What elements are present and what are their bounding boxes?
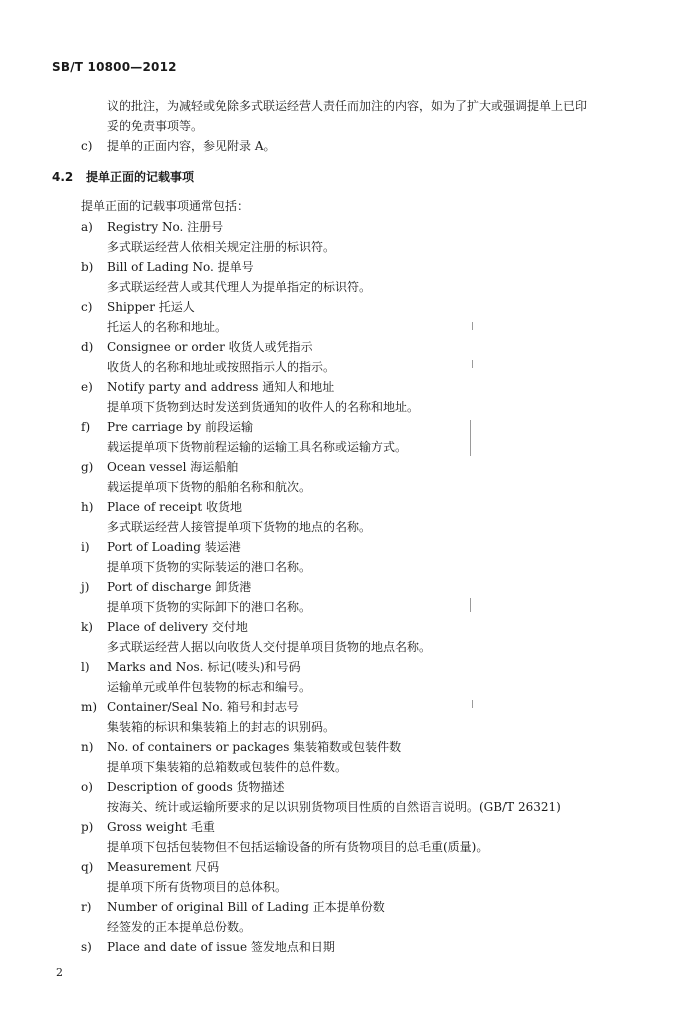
list-marker: k)	[81, 620, 93, 634]
scan-mark	[472, 360, 473, 368]
list-item-title: Registry No. 注册号	[107, 220, 224, 234]
list-item-description: 多式联运经营人接管提单项下货物的地点的名称。	[107, 520, 372, 534]
list-marker: j)	[81, 580, 90, 594]
list-marker: e)	[81, 380, 93, 394]
list-item-title: Port of Loading 装运港	[107, 540, 241, 554]
list-item-description: 多式联运经营人据以向收货人交付提单项目货物的地点名称。	[107, 640, 432, 654]
list-marker: c)	[81, 139, 93, 153]
section-title: 提单正面的记载事项	[86, 170, 195, 184]
list-item-title: Description of goods 货物描述	[107, 780, 285, 794]
list-marker: s)	[81, 940, 92, 954]
list-item-description: 收货人的名称和地址或按照指示人的指示。	[107, 360, 336, 374]
list-item	[81, 819, 215, 835]
list-marker: q)	[81, 860, 94, 874]
section-number: 4.2	[52, 170, 74, 184]
list-marker: m)	[81, 700, 98, 714]
list-item-c-prev	[81, 138, 275, 154]
list-item	[81, 259, 254, 275]
list-item-title: Place of receipt 收货地	[107, 500, 243, 514]
list-item	[81, 579, 251, 595]
list-item-title: Container/Seal No. 箱号和封志号	[107, 700, 299, 714]
list-item-title: Notify party and address 通知人和地址	[107, 380, 335, 394]
list-item	[81, 459, 238, 475]
list-marker: b)	[81, 260, 94, 274]
list-item-title: Port of discharge 卸货港	[107, 580, 252, 594]
list-marker: h)	[81, 500, 94, 514]
list-item-description: 载运提单项下货物的船舶名称和航次。	[107, 480, 312, 494]
section-heading	[52, 168, 194, 185]
list-item-title: Shipper 托运人	[107, 300, 195, 314]
list-item-title: Consignee or order 收货人或凭指示	[107, 340, 313, 354]
list-item-title: Place and date of issue 签发地点和日期	[107, 940, 335, 954]
list-item	[81, 419, 253, 435]
list-item-description: 运输单元或单件包装物的标志和编号。	[107, 680, 312, 694]
list-item-description: 提单项下所有货物项目的总体积。	[107, 880, 288, 894]
list-item	[81, 739, 401, 755]
list-item	[81, 859, 219, 875]
list-item-text: 提单的正面内容，参见附录 A。	[107, 139, 276, 153]
list-item	[81, 939, 335, 955]
list-item-description: 提单项下货物到达时发送到货通知的收件人的名称和地址。	[107, 400, 420, 414]
list-marker: a)	[81, 220, 93, 234]
continuation-line-2: 妥的免责事项等。	[107, 119, 204, 133]
list-item	[81, 659, 301, 675]
list-item	[81, 219, 223, 235]
page-number: 2	[56, 966, 63, 979]
list-item-description: 集装箱的标识和集装箱上的封志的识别码。	[107, 720, 336, 734]
list-item-description: 托运人的名称和地址。	[107, 320, 228, 334]
scan-mark	[472, 700, 473, 708]
list-marker: i)	[81, 540, 90, 554]
intro-paragraph: 提单正面的记载事项通常包括：	[81, 199, 250, 213]
list-item-title: Number of original Bill of Lading 正本提单份数	[107, 900, 385, 914]
list-marker: g)	[81, 460, 94, 474]
list-item-title: Pre carriage by 前段运输	[107, 420, 253, 434]
list-item	[81, 619, 248, 635]
scan-mark	[470, 420, 471, 456]
list-item	[81, 499, 242, 515]
list-marker: l)	[81, 660, 90, 674]
list-item	[81, 339, 313, 355]
list-marker: n)	[81, 740, 94, 754]
list-marker: d)	[81, 340, 94, 354]
list-item-title: Place of delivery 交付地	[107, 620, 248, 634]
list-item-description: 提单项下货物的实际装运的港口名称。	[107, 560, 312, 574]
list-item-description: 经签发的正本提单总份数。	[107, 920, 252, 934]
list-item	[81, 779, 285, 795]
list-item-title: No. of containers or packages 集装箱数或包装件数	[107, 740, 402, 754]
list-item-description: 多式联运经营人或其代理人为提单指定的标识符。	[107, 280, 372, 294]
document-code: SB/T 10800—2012	[52, 60, 177, 74]
list-item-title: Measurement 尺码	[107, 860, 220, 874]
list-item-description: 载运提单项下货物前程运输的运输工具名称或运输方式。	[107, 440, 408, 454]
scan-mark	[470, 598, 471, 612]
list-item-title: Ocean vessel 海运船舶	[107, 460, 239, 474]
list-item-title: Gross weight 毛重	[107, 820, 215, 834]
list-item-description: 提单项下货物的实际卸下的港口名称。	[107, 600, 312, 614]
list-marker: r)	[81, 900, 92, 914]
list-item-title: Marks and Nos. 标记(唛头)和号码	[107, 660, 301, 674]
list-marker: f)	[81, 420, 91, 434]
list-item	[81, 539, 241, 555]
list-item-description: 提单项下集装箱的总箱数或包装件的总件数。	[107, 760, 348, 774]
list-marker: c)	[81, 300, 93, 314]
list-item-title: Bill of Lading No. 提单号	[107, 260, 254, 274]
list-marker: p)	[81, 820, 94, 834]
continuation-line-1: 议的批注，为减轻或免除多式联运经营人责任而加注的内容，如为了扩大或强调提单上已印	[107, 99, 588, 113]
list-item	[81, 699, 299, 715]
list-item	[81, 299, 195, 315]
list-item-description: 提单项下包括包装物但不包括运输设备的所有货物项目的总毛重(质量)。	[107, 840, 489, 854]
list-item-description: 多式联运经营人依相关规定注册的标识符。	[107, 240, 336, 254]
scan-mark	[472, 322, 473, 330]
list-item	[81, 379, 334, 395]
list-item	[81, 899, 385, 915]
list-marker: o)	[81, 780, 93, 794]
list-item-description: 按海关、统计或运输所要求的足以识别货物项目性质的自然语言说明。(GB/T 26321)	[107, 800, 561, 814]
